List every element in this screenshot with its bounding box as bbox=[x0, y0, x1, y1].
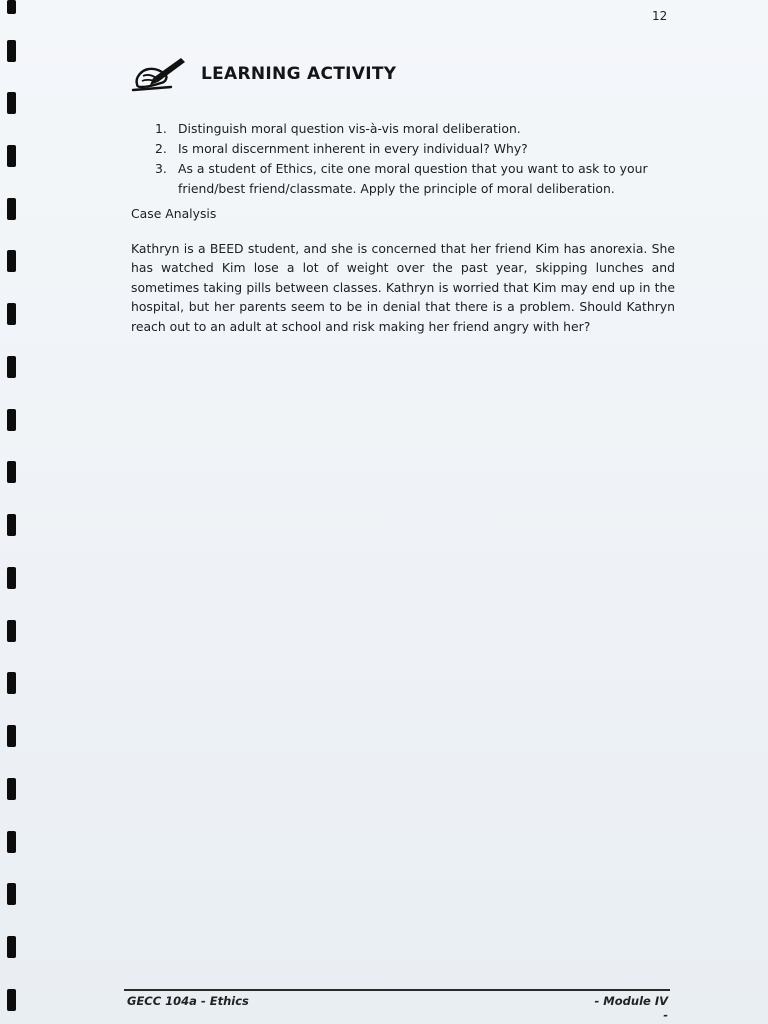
binding-mark bbox=[7, 303, 16, 325]
binding-mark bbox=[7, 40, 16, 62]
binding-mark bbox=[7, 620, 16, 642]
list-item-text: As a student of Ethics, cite one moral question that you want to ask to your friend/best friend/classmate. Apply the principle of moral deliberation. bbox=[178, 161, 648, 196]
binding-mark bbox=[7, 145, 16, 167]
binding-mark bbox=[7, 92, 16, 114]
binding-mark bbox=[7, 883, 16, 905]
binding-mark bbox=[7, 0, 16, 14]
list-item-text: Is moral discernment inherent in every individual? Why? bbox=[178, 141, 528, 156]
binding-mark bbox=[7, 567, 16, 589]
binding-mark bbox=[7, 672, 16, 694]
footer-module: - Module IV - bbox=[594, 994, 668, 1022]
binding-mark bbox=[7, 778, 16, 800]
question-list bbox=[150, 119, 675, 199]
list-item-number: 1. bbox=[155, 121, 167, 136]
list-item bbox=[150, 139, 675, 159]
binding-mark bbox=[7, 989, 16, 1011]
binding-mark bbox=[7, 356, 16, 378]
binding-mark bbox=[7, 936, 16, 958]
page-number: 12 bbox=[652, 9, 668, 23]
binding-mark bbox=[7, 725, 16, 747]
binding-mark bbox=[7, 514, 16, 536]
binding-mark bbox=[7, 198, 16, 220]
list-item bbox=[150, 119, 675, 139]
case-analysis-heading: Case Analysis bbox=[131, 206, 217, 221]
activity-title: LEARNING ACTIVITY bbox=[201, 64, 397, 84]
case-analysis-body: Kathryn is a BEED student, and she is concerned that her friend Kim has anorexia. She has watched Kim lose a lot of weight over the past year, skipping lunches and sometimes taking pills between classes. Kathryn is worried that Kim may end up in the hospital, but her parents seem to be in denial that there is a problem. Should Kathryn reach out to an adult at school and risk making her friend angry with her? bbox=[131, 241, 675, 334]
list-item-number: 3. bbox=[155, 161, 167, 176]
footer-course: GECC 104a - Ethics bbox=[127, 994, 249, 1008]
binding-mark bbox=[7, 831, 16, 853]
list-item-number: 2. bbox=[155, 141, 167, 156]
footer-divider bbox=[124, 989, 670, 991]
binding-mark bbox=[7, 461, 16, 483]
binding-mark bbox=[7, 250, 16, 272]
list-item bbox=[150, 159, 675, 199]
list-item-text: Distinguish moral question vis-à-vis moral deliberation. bbox=[178, 121, 521, 136]
pen-writing-icon bbox=[131, 54, 189, 94]
binding-mark bbox=[7, 409, 16, 431]
activity-header bbox=[131, 54, 396, 94]
